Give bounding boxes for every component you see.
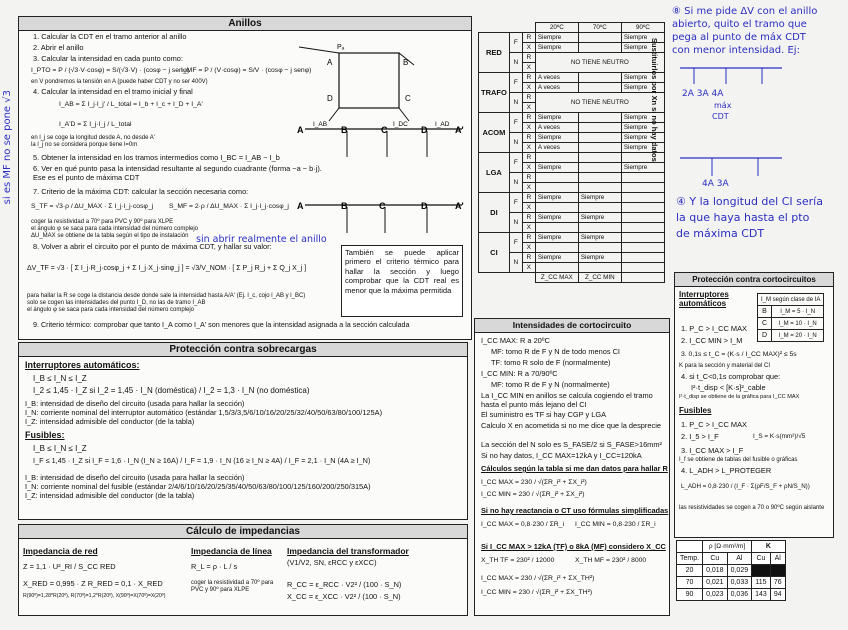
rx-cell: Siempre — [535, 43, 578, 53]
anillos-item-2: 2. Abrir el anillo — [33, 43, 84, 52]
group-acom: ACOM — [479, 113, 510, 153]
cc-item-9: La sección del N solo es S_FASE/2 si S_FASE>16mm² — [481, 440, 662, 449]
corner-empty — [479, 23, 536, 33]
k-cu-70: 115 — [752, 577, 771, 589]
rx-cell: A veces — [535, 83, 578, 93]
k-cu-header: Cu — [752, 553, 771, 565]
anillos-item-1: 1. Calcular la CDT en el tramo anterior al anillo — [33, 32, 187, 41]
note-c1: para hallar la R se coge la distancia desde donde sale la intensidad hasta A/A' (Ej. I_c, cojo l_AB y l_BC) — [27, 293, 306, 299]
ring-outline — [339, 53, 399, 108]
resistividad-table — [676, 540, 786, 601]
ring-diagram — [289, 35, 469, 127]
fn-f: F — [509, 153, 522, 173]
sobrecargas-d4: I_B: intensidad de diseño del circuito (usada para hallar la sección) — [25, 473, 245, 482]
note-r3: ΔU_MAX se obtiene de la tabla según el tipo de instalación — [31, 233, 189, 239]
clase-c-val: I_M = 10 · I_N — [771, 318, 823, 330]
rx-cell — [535, 173, 578, 183]
prot-j1: 1. P_C > I_CC MAX — [681, 420, 747, 429]
no-neutro-cell: NO TIENE NEUTRO — [535, 93, 664, 113]
group-ci: CI — [479, 233, 510, 273]
rho-cu-70: 0,021 — [703, 577, 728, 589]
rx-cell: A veces — [535, 73, 578, 83]
temp-90: 90 — [677, 589, 703, 601]
clase-header: I_M según clase de IA — [758, 294, 824, 306]
note-r1: coger la resistividad a 70º para PVC y 90º para XLPE — [31, 219, 174, 225]
rx-x: X — [522, 183, 535, 193]
ring-node-c: C — [405, 94, 411, 103]
cc-item-3: TF: tomo R solo de F (normalmente) — [491, 358, 611, 367]
rx-cell: Siempre — [535, 253, 578, 263]
sobrecargas-f1: I_B ≤ I_N ≤ I_Z — [33, 374, 87, 383]
rx-x: X — [522, 243, 535, 253]
rx-cell — [578, 263, 621, 273]
prot-j4b: L_ADH = 0,8·230 / (I_F · Σ(ρF/S_F + ρN/S_N)) — [681, 483, 810, 490]
imp-rcc: R_CC = ε_RCC · V2² / (100 · S_N) — [287, 580, 402, 589]
group-di: DI — [479, 193, 510, 233]
prot-j3: 3. I_CC MAX > I_F — [681, 446, 744, 455]
feed-line — [299, 47, 339, 53]
rx-cell — [621, 243, 664, 253]
footer-zcc-max: Z_CC MAX — [535, 273, 578, 283]
col-20c: 20ºC — [535, 23, 578, 33]
rx-cell — [621, 253, 664, 263]
cc-item-1: I_CC MAX: R a 20ºC — [481, 336, 550, 345]
rx-x: X — [522, 103, 535, 113]
ring-node-b: B — [403, 58, 409, 67]
formula-ipto: I_PTO = P / (√3·V·cosφ) = S/(√3·V) · (cosφ − j senφ) — [31, 67, 190, 74]
prot-i2: 2. I_CC MIN > I_M — [681, 336, 743, 345]
clase-table — [757, 293, 824, 342]
rx-cell — [621, 223, 664, 233]
clase-b-val: I_M = 5 · I_N — [771, 306, 823, 318]
cc-item-4: I_CC MIN: R a 70/90ºC — [481, 369, 558, 378]
rx-cell — [578, 113, 621, 123]
criterio-note-box — [341, 245, 463, 317]
sobrecargas-f2: I_2 ≤ 1,45 · I_Z si I_2 = 1,45 · I_N (doméstica) / I_2 = 1,3 · I_N (no doméstica) — [33, 386, 310, 395]
rx-x: X — [522, 123, 535, 133]
rx-r: R — [522, 173, 535, 183]
prot-i3: 3. 0,1s ≤ t_C = (K·s / I_CC MAX)² ≤ 5s — [681, 351, 797, 358]
rx-cell: A veces — [535, 143, 578, 153]
cc-item-7: El suministro es TF si hay CGP y LGA — [481, 410, 606, 419]
label-iab: I_AB — [313, 121, 328, 128]
anillos-item-6: 6. Ver en qué punto pasa la intensidad resultante al segundo cuadrante (forma −a − b·j). Ese es el punto de máxima CDT — [33, 164, 322, 182]
imp-rl: R_L = ρ · L / s — [191, 562, 238, 571]
fn-n: N — [509, 213, 522, 233]
fn-f: F — [509, 193, 522, 213]
tabla-side-note: Sustituirlos por Xn si no hay datos — [650, 38, 659, 162]
imp-n2: coger la resistividad a 70º para PVC y 90º para XLPE — [191, 580, 274, 593]
rx-x: X — [522, 83, 535, 93]
k-al-70: 76 — [770, 577, 785, 589]
rx-r: R — [522, 33, 535, 43]
rx-cell: Siempre — [621, 83, 664, 93]
sobrecargas-h2: Fusibles: — [25, 430, 65, 440]
rho-al-70: 0,033 — [727, 577, 752, 589]
rx-cell: Siempre — [578, 193, 621, 203]
rx-cell: Siempre — [621, 33, 664, 43]
criterio-note-text: También se puede aplicar primero el criterio térmico para hallar la sección y luego comprobar que la CDT real es menor que la máxima permitida — [345, 248, 459, 295]
rho-corner — [677, 541, 703, 553]
group-red: RED — [479, 33, 510, 73]
fn-f: F — [509, 33, 522, 53]
sobrecargas-f4: I_F ≤ 1,45 · I_Z si I_F = 1,6 · I_N (I_N ≥ 16A) / I_F = 1,9 · I_N (16 ≥ I_N ≥ 4A) / I_F = 2,1 · I_N (4A ≥ I_N) — [33, 456, 371, 465]
cc-fxtf: X_TH TF = 230² / 12000 — [481, 557, 555, 564]
group-lga: LGA — [479, 153, 510, 193]
imp-h-trafo-params: (V1/V2, SN, εRCC y εXCC) — [287, 558, 377, 567]
sobrecargas-title: Protección contra sobrecargas — [19, 343, 467, 357]
rx-cell: A veces — [535, 123, 578, 133]
ring-node-a: A — [327, 58, 333, 67]
rx-r: R — [522, 153, 535, 163]
cortocircuito-box — [474, 318, 670, 616]
k-cu-90: 143 — [752, 589, 771, 601]
rho-al-90: 0,036 — [727, 589, 752, 601]
rx-cell: Siempre — [578, 253, 621, 263]
anillos-item-3: 3. Calcular la intensidad en cada punto como: — [33, 54, 183, 63]
rx-r: R — [522, 113, 535, 123]
linear-diagram-1 — [297, 117, 469, 167]
rx-cell: Siempre — [535, 193, 578, 203]
rx-cell: Siempre — [621, 43, 664, 53]
node-b-1: B — [341, 125, 348, 135]
formula-smf: S_MF = 2·ρ / ΔU_MAX · Σ I_j·l_j·cosφ_j — [169, 203, 289, 210]
prot-i4: 4. si t_C<0,1s comprobar que: — [681, 372, 781, 381]
fn-n: N — [509, 93, 522, 113]
k-al-header: Al — [770, 553, 785, 565]
sobrecargas-d6: I_Z: intensidad admisible del conductor (de la tabla) — [25, 491, 195, 500]
rho-header: ρ [Ω·mm²/m] — [703, 541, 752, 553]
rx-cell — [578, 33, 621, 43]
prot-h2: Fusibles — [679, 406, 712, 415]
node-b-2: B — [341, 201, 348, 211]
rx-cell — [535, 183, 578, 193]
rx-x: X — [522, 263, 535, 273]
imp-n1: R(90º)=1,28*R(20º), R(70º)=1,2*R(20º), X(90º)=X(70º)=X(20º) — [23, 593, 166, 599]
prot-f4: I²·t_disp < [K·s]²_cable — [691, 383, 766, 392]
rx-cell: Siempre — [621, 123, 664, 133]
rx-cell — [535, 153, 578, 163]
prot-n1: K para la sección y material del CI — [679, 363, 771, 369]
rx-cell: Siempre — [621, 163, 664, 173]
rx-cell — [621, 193, 664, 203]
col-90c: 90ºC — [621, 23, 664, 33]
cc-fxmax: I_CC MAX = 230 / √(ΣR_i² + ΣX_TH²) — [481, 575, 595, 582]
rho-cu-20: 0,018 — [703, 565, 728, 577]
fn-n: N — [509, 133, 522, 153]
rx-cell — [578, 163, 621, 173]
rx-cell — [621, 233, 664, 243]
note-voltage: en V pondremos la tensión en A (puede haber CDT y no ser 400V) — [31, 79, 208, 85]
imp-z: Z = 1,1 · U²_RI / S_CC RED — [23, 562, 116, 571]
node-a-1: A — [297, 125, 304, 135]
anillos-item-8: 8. Volver a abrir el circuito por el punto de máxima CDT, y hallar su valor: — [33, 242, 272, 251]
rx-cell — [578, 123, 621, 133]
note-a2: la l_j no se considera porque tiene l=0m — [31, 142, 138, 148]
fn-n: N — [509, 253, 522, 273]
imp-xr: X_RED = 0,995 · Z R_RED = 0,1 · X_RED — [23, 579, 163, 588]
rx-cell — [578, 243, 621, 253]
rx-x: X — [522, 203, 535, 213]
cc-item-8: Calculo X en acometida si no me dice que la desprecie — [481, 421, 661, 430]
rx-x: X — [522, 223, 535, 233]
prot-j4: 4. L_ADH > L_PROTEGER — [681, 466, 772, 475]
fn-f: F — [509, 233, 522, 253]
rx-cell — [621, 183, 664, 193]
formula-imf: I_MF = P / (V·cosφ) = S/V · (cosφ − j senφ) — [181, 67, 312, 74]
sobrecargas-h1: Interruptores automáticos: — [25, 360, 140, 370]
cc-item-2: MF: tomo R de F y N de todo menos CI — [491, 347, 620, 356]
temp-20: 20 — [677, 565, 703, 577]
prot-j2b: I_S = K·s(mm²)/√5 — [753, 433, 806, 440]
cc-t2: Si no hay reactancia o CT uso fórmulas simplificadas — [481, 506, 669, 515]
rx-cell — [578, 203, 621, 213]
hand-note-abrir: sin abrir realmente el anillo — [196, 234, 327, 245]
anillos-item-9: 9. Criterio térmico: comprobar que tanto I_A como I_A' son menores que la intensidad asignada a la sección calculada — [33, 320, 410, 329]
clase-d: D — [758, 330, 772, 342]
rx-cell — [578, 133, 621, 143]
no-neutro-cell: NO TIENE NEUTRO — [535, 53, 664, 73]
node-d-1: D — [421, 125, 428, 135]
rx-cell — [578, 83, 621, 93]
rx-cell — [578, 43, 621, 53]
fn-n: N — [509, 173, 522, 193]
rho-cu-header: Cu — [703, 553, 728, 565]
rx-cell — [578, 153, 621, 163]
note-r2: el ángulo φ se saca para cada intensidad del número complejo — [31, 226, 198, 232]
cc-t1: Cálculos según la tabla si me dan datos para hallar R — [481, 464, 668, 473]
rx-cell — [578, 223, 621, 233]
hand-example-max: máx — [714, 101, 732, 110]
formula-cdt: ΔV_TF = √3 · [ Σ I_j·R_j·cosφ_j + Σ I_j·X_j·sinφ_j ] = √3/V_NOM · [ Σ P_j R_j + Σ Q_j X_j ] — [27, 265, 307, 272]
k-cu-20 — [752, 565, 771, 577]
rx-cell — [621, 173, 664, 183]
rx-x: X — [522, 143, 535, 153]
rx-r: R — [522, 53, 535, 63]
node-c-2: C — [379, 201, 386, 211]
footer-empty — [479, 273, 536, 283]
rx-r: R — [522, 233, 535, 243]
node-ap-2: A' — [455, 201, 464, 211]
rx-cell — [535, 223, 578, 233]
rx-r: R — [522, 133, 535, 143]
rx-cell — [621, 203, 664, 213]
rx-x: X — [522, 163, 535, 173]
ring-node-d: D — [327, 94, 333, 103]
rx-cell: Siempre — [621, 143, 664, 153]
rho-al-header: Al — [727, 553, 752, 565]
node-ap-1: A' — [455, 125, 464, 135]
anillos-item-7: 7. Criterio de la máxima CDT: calcular la sección necesaria como: — [33, 187, 249, 196]
anillos-item-4: 4. Calcular la intensidad en el tramo inicial y final — [33, 87, 193, 96]
clase-b: B — [758, 306, 772, 318]
cc-fxmf: X_TH MF = 230² / 8000 — [575, 557, 647, 564]
anillos-box — [18, 16, 472, 340]
temp-70: 70 — [677, 577, 703, 589]
rx-x: X — [522, 43, 535, 53]
formula-iad: I_A'D = Σ I_j·l_j / L_total — [59, 121, 132, 128]
rx-cell: Siempre — [535, 213, 578, 223]
hand-note-8-line4: con menor intensidad. Ej: — [672, 45, 800, 56]
cc-fmin: I_CC MIN = 230 / √(ΣR_i² + ΣX_i²) — [481, 491, 585, 498]
tabla-rx — [478, 22, 665, 283]
prot-n2: I²·t_disp se obtiene de la gráfica para I_CC MAX — [679, 394, 800, 400]
hand-note-9-line2: la que haya hasta el pto — [676, 211, 810, 224]
rx-cell: Siempre — [535, 133, 578, 143]
sobrecargas-f3: I_B ≤ I_N ≤ I_Z — [33, 444, 87, 453]
imp-h-trafo: Impedancia del transformador — [287, 546, 409, 556]
label-iad: I_AD — [435, 121, 450, 128]
sobrecargas-box — [18, 342, 468, 520]
hand-example-currents-2: 4A 3A — [702, 179, 729, 189]
cc-fxmin: I_CC MIN = 230 / √(ΣR_i² + ΣX_TH²) — [481, 589, 593, 596]
impedancias-box — [18, 524, 468, 616]
formula-stf: S_TF = √3·ρ / ΔU_MAX · Σ I_j·l_j·cosφ_j — [31, 203, 154, 210]
group-trafo: TRAFO — [479, 73, 510, 113]
proteccion-title: Protección contra cortocircuitos — [675, 273, 833, 287]
col-70c: 70ºC — [578, 23, 621, 33]
clase-c: C — [758, 318, 772, 330]
hand-note-8-line2: abierto, quito el tramo que — [672, 19, 807, 30]
rx-cell: Siempre — [621, 113, 664, 123]
sobrecargas-d1: I_B: intensidad de diseño del circuito (usada para hallar la sección) — [25, 399, 245, 408]
hand-note-9-line3: de máxima CDT — [676, 227, 765, 240]
note-a1: en l_j se coge la longitud desde A, no desde A' — [31, 135, 155, 141]
rx-cell: Siempre — [578, 233, 621, 243]
cc-fsmax: I_CC MAX = 0,8·230 / ΣR_i — [481, 521, 564, 528]
label-idc: I_DC — [393, 121, 408, 128]
rx-cell — [578, 183, 621, 193]
node-d-2: D — [421, 201, 428, 211]
rx-cell: Siempre — [621, 133, 664, 143]
sobrecargas-d3: I_Z: intensidad admisible del conductor (de la tabla) — [25, 417, 195, 426]
rx-cell — [621, 213, 664, 223]
k-al-20 — [770, 565, 785, 577]
temp-header: Temp. — [677, 553, 703, 565]
rx-cell — [578, 143, 621, 153]
hand-note-8-line3: pega al punto de máx CDT — [672, 32, 806, 43]
rx-r: R — [522, 193, 535, 203]
rx-cell — [535, 263, 578, 273]
rx-cell: Siempre — [535, 233, 578, 243]
node-a-2: A — [297, 201, 304, 211]
anillos-item-5: 5. Obtener la intensidad en los tramos intermedios como I_BC = I_AB − I_b — [33, 153, 280, 162]
node-c-1: C — [381, 125, 388, 135]
imp-xcc: X_CC = ε_XCC · V2² / (100 · S_N) — [287, 592, 401, 601]
rx-cell — [578, 73, 621, 83]
anillos-title: Anillos — [19, 17, 471, 31]
impedancias-title: Cálculo de impedancias — [19, 525, 467, 539]
imp-h-red: Impedancia de red — [23, 546, 98, 556]
prot-n3: I_f se obtiene de tablas del fusible o gráficas — [679, 457, 798, 463]
hand-side-note: si es MF no se pone √3 — [2, 90, 13, 205]
ring-label-pa: Pₐ — [337, 44, 345, 51]
hand-note-8-line1: ⑧ Si me pide ΔV con el anillo — [672, 6, 818, 17]
prot-j2: 2. I_5 > I_F — [681, 432, 719, 441]
prot-h1: Interruptores automáticos — [679, 290, 729, 308]
rx-cell: Siempre — [535, 163, 578, 173]
formula-iab: I_AB = Σ I_j·l_j' / L_total = I_b + I_c + I_D + I_A' — [59, 101, 203, 108]
sobrecargas-d2: I_N: corriente nominal del interruptor automático (estándar 1,5/3/3,5/6/10/16/20/25/32/40/50/63/80/100/125A) — [25, 408, 383, 417]
prot-n4: las resistividades se cogen a 70 o 90ºC según aislante — [679, 505, 825, 511]
hand-note-9-line1: ④ Y la longitud del CI sería — [676, 195, 823, 208]
k-al-90: 94 — [770, 589, 785, 601]
note-c3: el ángulo φ se saca para cada intensidad del número complejo — [27, 307, 194, 313]
prot-i1: 1. P_C > I_CC MAX — [681, 324, 747, 333]
imp-h-linea: Impedancia de línea — [191, 546, 272, 556]
rx-r: R — [522, 213, 535, 223]
rx-x: X — [522, 63, 535, 73]
rx-r: R — [522, 93, 535, 103]
clase-d-val: I_M = 20 · I_N — [771, 330, 823, 342]
rx-cell: Siempre — [621, 73, 664, 83]
rx-cell — [535, 203, 578, 213]
rx-cell — [621, 263, 664, 273]
rx-cell: Siempre — [535, 113, 578, 123]
rx-r: R — [522, 253, 535, 263]
k-header: K — [752, 541, 785, 553]
fn-n: N — [509, 53, 522, 73]
rx-cell — [578, 173, 621, 183]
rho-al-20: 0,029 — [727, 565, 752, 577]
rx-cell: Siempre — [578, 213, 621, 223]
cc-item-10: Si no hay datos, I_CC MAX=12kA y I_CC=120kA — [481, 451, 642, 460]
footer-zcc-min: Z_CC MIN — [578, 273, 621, 283]
cortocircuito-title: Intensidades de cortocircuito — [475, 319, 669, 333]
hand-example-currents: 2A 3A 4A — [682, 89, 724, 99]
rho-cu-90: 0,023 — [703, 589, 728, 601]
sobrecargas-d5: I_N: corriente nominal del fusible (estándar 2/4/6/10/16/20/25/35/40/50/63/80/100/125/160/200/250/315A) — [25, 482, 371, 491]
proteccion-box — [674, 272, 834, 538]
cc-item-5: MF: tomo R de F y N (normalmente) — [491, 380, 610, 389]
fn-f: F — [509, 113, 522, 133]
cc-fmax: I_CC MAX = 230 / √(ΣR_i² + ΣX_i²) — [481, 479, 587, 486]
cc-t3: Si I_CC MAX > 12kA (TF) o 8kA (MF) considero X_CC — [481, 542, 666, 551]
rx-cell — [535, 243, 578, 253]
note-c2: solo se cogen las intensidades del punto I_D, no las de tramo I_AB — [27, 300, 206, 306]
tabla-rx-grid — [478, 22, 665, 283]
fn-f: F — [509, 73, 522, 93]
hand-example-diagram — [672, 58, 792, 188]
cc-fsmin: I_CC MIN = 0,8·230 / ΣR_i — [575, 521, 656, 528]
rx-cell: Siempre — [535, 33, 578, 43]
hand-example-cdt: CDT — [712, 112, 729, 121]
rx-r: R — [522, 73, 535, 83]
cc-item-6: La I_CC MIN en anillos se calcula cogiendo el tramo hasta el punto más lejano del CI — [481, 391, 653, 409]
